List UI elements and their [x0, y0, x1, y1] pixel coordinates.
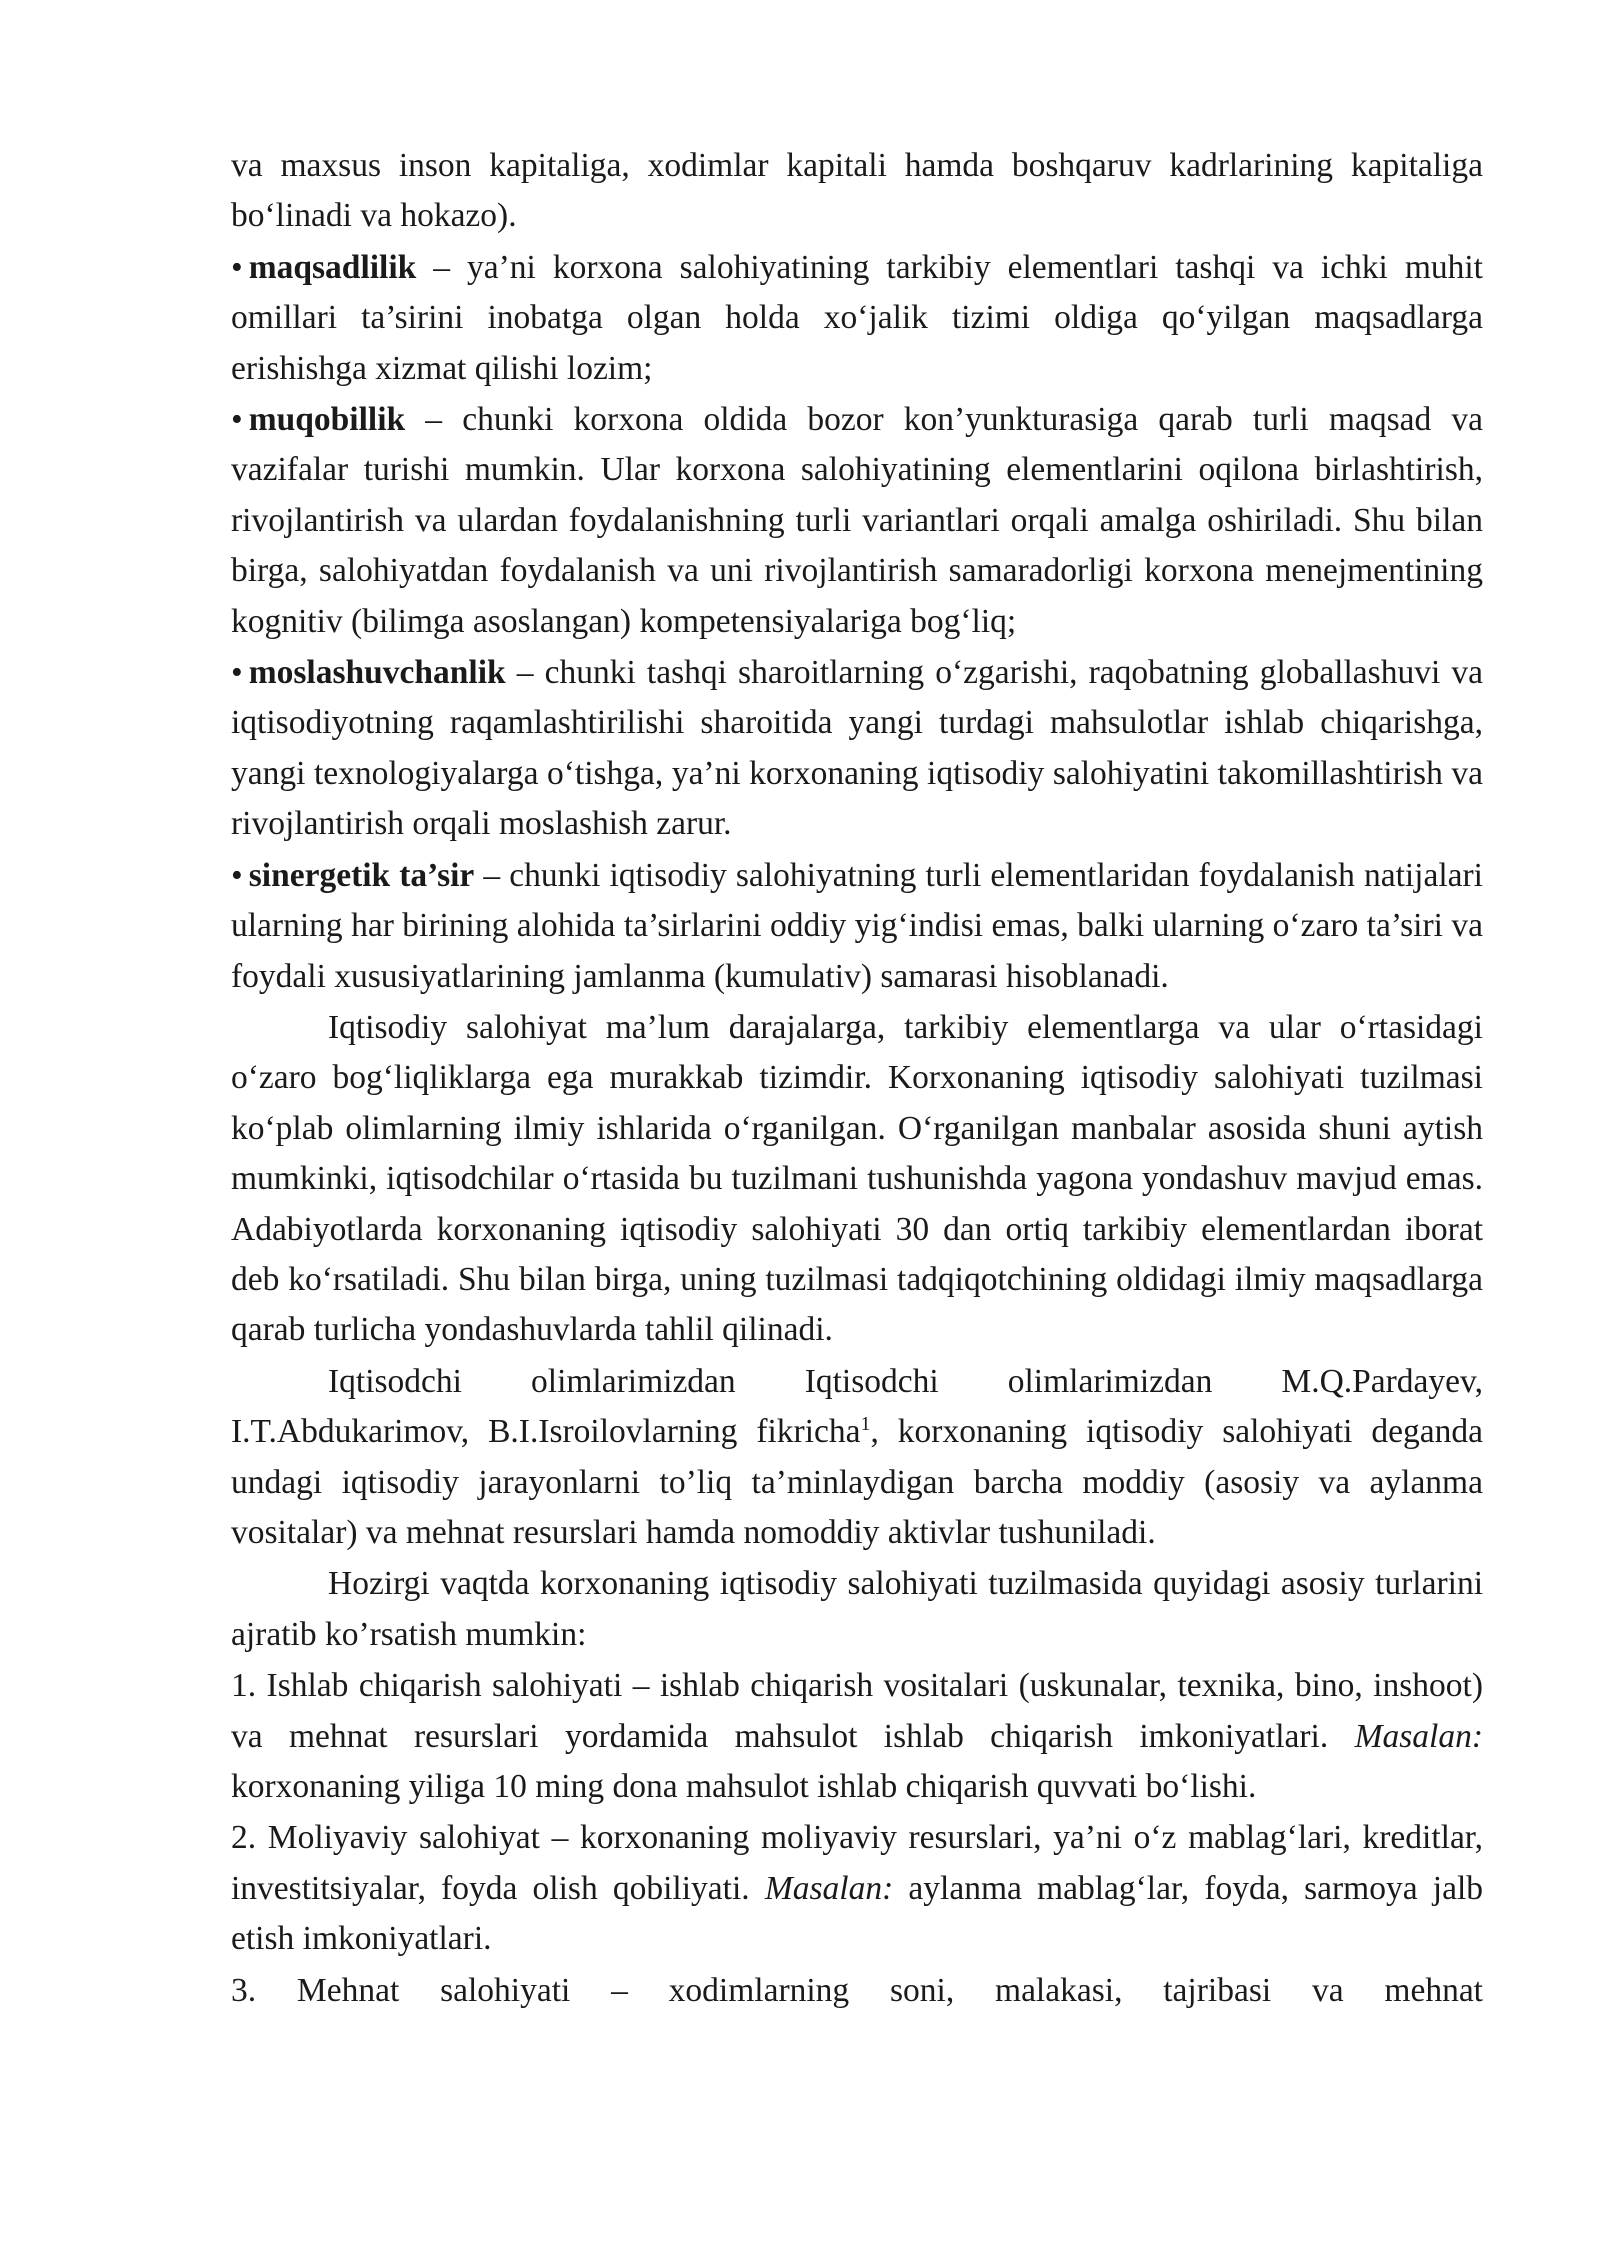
bullet-item-muqobillik [231, 395, 1483, 647]
example-text: aylanma mablag‘lar, foyda, sarmoya jalb etish imkoniyatlari. [231, 1869, 1484, 1958]
bullet-term: maqsadlilik [248, 248, 417, 286]
bullet-marker: • [231, 401, 243, 439]
bullet-term: moslashuvchanlik [248, 654, 506, 692]
example-label: Masalan: [1354, 1717, 1483, 1755]
bullet-item-moslashuvchanlik [231, 648, 1483, 850]
paragraph-types-intro: Hozirgi vaqtda korxonaning iqtisodiy salohiyati tuzilmasida quyidagi asosiy turlarini ajratib ko’rsatish mumkin: [231, 1565, 1483, 1653]
bullet-term: sinergetik ta’sir [248, 856, 475, 894]
document-page [231, 141, 1483, 2017]
example-text: korxonaning yiliga 10 ming dona mahsulot ishlab chiqarish quvvati bo‘lishi. [231, 1768, 1257, 1805]
type-item-labor [231, 1966, 1483, 2016]
bullet-text: – ya’ni korxona salohiyatining tarkibiy elementlari tashqi va ichki muhit omillari ta’sirini inobatga olgan holda xo‘jalik tizimi oldiga qo‘yilgan maqsadlarga erishishga xizmat qilishi lozim; [231, 248, 1483, 387]
bullet-marker: • [231, 856, 243, 894]
scholars-text: Iqtisodchi olimlarimizdan Iqtisodchi olimlarimizdan M.Q.Pardayev, I.T.Abdukarimov, B.I.Isroilovlarning fikricha [231, 1362, 1483, 1451]
bullet-item-maqsadlilik [231, 243, 1483, 394]
bullet-item-sinergetik [231, 851, 1483, 1002]
bullet-text: – chunki korxona oldida bozor kon’yunkturasiga qarab turli maqsad va vazifalar turishi mumkin. Ular korxona salohiyatining elementlarini oqilona birlashtirish, rivojlantirish va ulardan foydalanishning turli variantlari orqali amalga oshiriladi. Shu bilan birga, salohiyatdan foydalanish va uni rivojlantirish samaradorligi korxona menejmentining kognitiv (bilimga asoslangan) kompetensiyalariga bog‘liq; [231, 401, 1483, 640]
paragraph-structure: Iqtisodiy salohiyat ma’lum darajalarga, tarkibiy elementlarga va ular o‘rtasidagi o‘zaro bog‘liqliklarga ega murakkab tizimdir. Korxonaning iqtisodiy salohiyati tuzilmasi ko‘plab olimlarning ilmiy ishlarida o‘rganilgan. O‘rganilgan manbalar asosida shuni aytish mumkinki, iqtisodchilar o‘rtasida bu tuzilmani tushunishda yagona yondashuv mavjud emas. Adabiyotlarda korxonaning iqtisodiy salohiyati 30 dan ortiq tarkibiy elementlardan iborat deb ko‘rsatiladi. Shu bilan birga, uning tuzilmasi tadqiqotchining oldidagi ilmiy maqsadlarga qarab turlicha yondashuvlarda tahlil qilinadi. [231, 1008, 1483, 1349]
scholars-text-continued: , korxonaning iqtisodiy salohiyati deganda undagi iqtisodiy jarayonlarni to’liq ta’minlaydigan barcha moddiy (asosiy va aylanma vositalar) va mehnat resurslari hamda nomoddiy aktivlar tushuniladi. [231, 1413, 1483, 1551]
bullet-marker: • [231, 248, 243, 286]
bullet-text: – chunki iqtisodiy salohiyatning turli elementlaridan foydalanish natijalari ularning har birining alohida ta’sirlarini oddiy yig‘indisi emas, balki ularning o‘zaro ta’siri va foydali xususiyatlarining jamlanma (kumulativ) samarasi hisoblanadi. [231, 856, 1483, 995]
type-text: 3. Mehnat salohiyati – xodimlarning soni, malakasi, tajribasi va mehnat [231, 1971, 1483, 2009]
bullet-marker: • [231, 654, 243, 692]
footnote-reference[interactable]: 1 [860, 1413, 871, 1435]
type-text: 2. Moliyaviy salohiyat – korxonaning moliyaviy resurslari, ya’ni o‘z mablag‘lari, kreditlar, investitsiyalar, foyda olish qobiliyati. [231, 1819, 1483, 1907]
type-item-production [231, 1661, 1483, 1812]
type-item-financial [231, 1813, 1483, 1964]
type-text: 1. Ishlab chiqarish salohiyati – ishlab chiqarish vositalari (uskunalar, texnika, bino, inshoot) va mehnat resurslari yordamida mahsulot ishlab chiqarish imkoniyatlari. [231, 1667, 1483, 1755]
paragraph-continued: va maxsus inson kapitaliga, xodimlar kapitali hamda boshqaruv kadrlarining kapitaliga bo‘linadi va hokazo). [231, 147, 1483, 235]
paragraph-scholars [231, 1357, 1483, 1559]
bullet-term: muqobillik [248, 401, 406, 439]
example-label: Masalan: [764, 1869, 894, 1907]
bullet-text: – chunki tashqi sharoitlarning o‘zgarishi, raqobatning globallashuvi va iqtisodiyotning raqamlashtirilishi sharoitida yangi turdagi mahsulotlar ishlab chiqarishga, yangi texnologiyalarga o‘tishga, ya’ni korxonaning iqtisodiy salohiyatini takomillashtirish va rivojlantirish orqali moslashish zarur. [231, 654, 1483, 843]
